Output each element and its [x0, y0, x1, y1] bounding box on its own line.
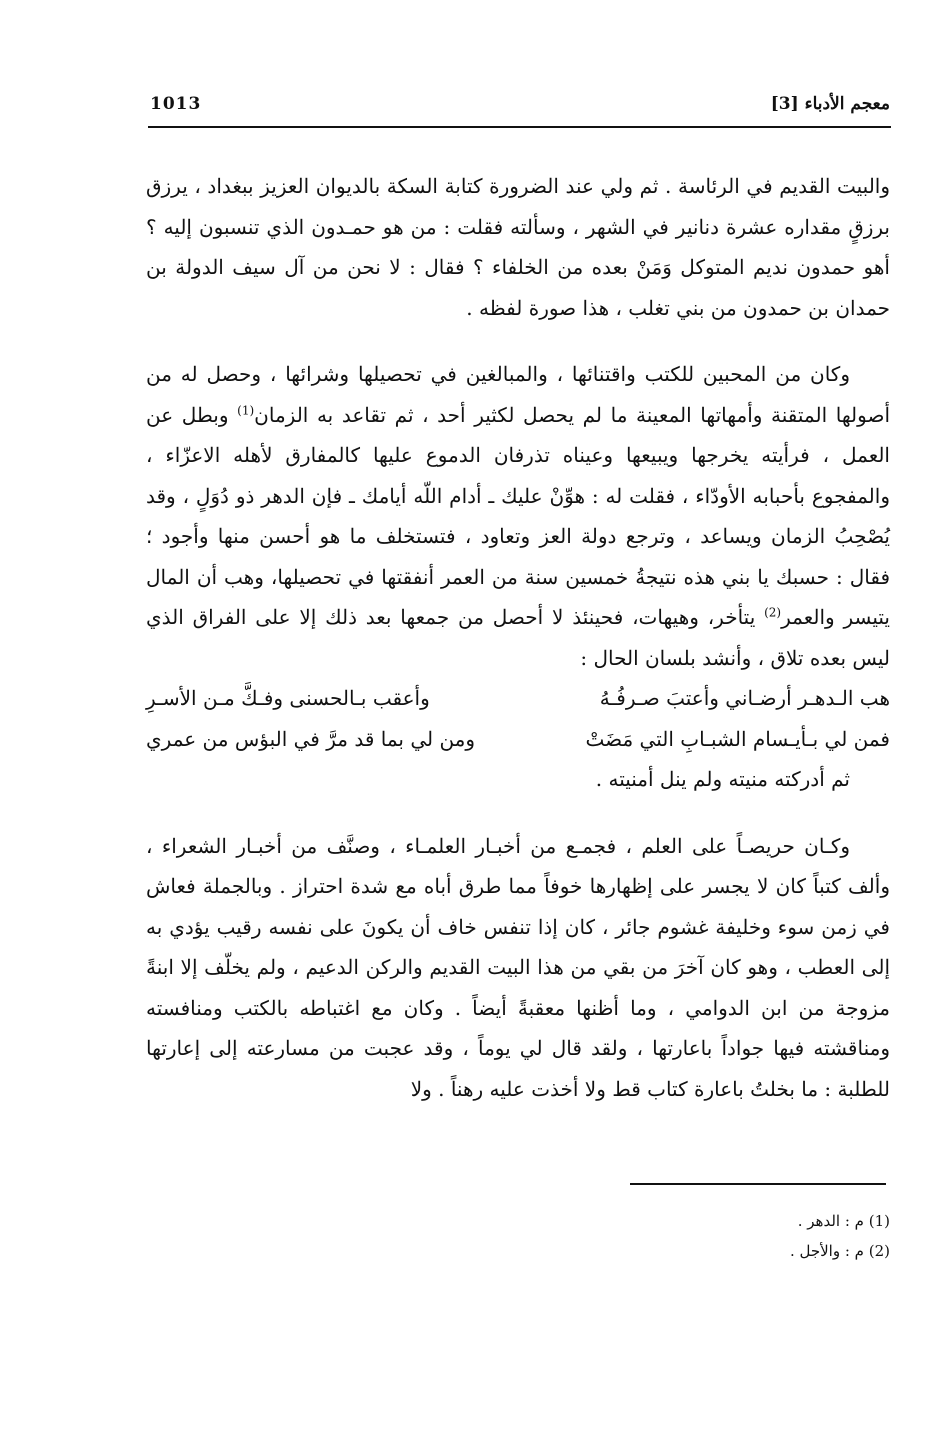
- verse-1-first-hemistich: هب الـدهـر أرضـاني وأعتبَ صـرفُـهُ: [599, 686, 890, 710]
- footnote-1-text: م : الدهر .: [797, 1212, 864, 1230]
- paragraph-2-part-c: يتأخر، وهيهات، فحينئذ لا أحصل من جمعها بعد ذلك إلا على الفراق الذي ليس بعده تلاق ، وأنشد بلسان الحال :: [146, 605, 890, 670]
- page-number: 1013: [150, 94, 202, 114]
- footnote-2-number: (2): [868, 1242, 890, 1260]
- footnote-2-text: م : والأجل .: [789, 1242, 864, 1260]
- footnote-marker-2: (2): [764, 605, 782, 620]
- header-rule: [148, 126, 891, 128]
- paragraph-1: والبيت القديم في الرئاسة . ثم ولي عند الضرورة كتابة السكة بالديوان العزيز ببغداد ، يرزق برزقٍ مقداره عشرة دنانير في الشهر ، وسألته فقلت : من هو حمـدون الذي تنسبون إليه ؟ أهو حمدون نديم المتوكل وَمَنْ بعده من الخلفاء ؟ فقال : لا نحن من آل سيف الدولة بن حمدان بن حمدون من بني تغلب ، هذا صورة لفظه .: [146, 174, 890, 320]
- verse-2-second-hemistich: ومن لي بما قد مرَّ في البؤس من عمري: [146, 726, 476, 751]
- page-header: [150, 92, 890, 122]
- main-text: [146, 166, 890, 1109]
- footnote-1-number: (1): [868, 1212, 890, 1230]
- footnotes: [500, 1206, 890, 1266]
- paragraph-2: [146, 354, 890, 678]
- paragraph-2-part-b: وبطل عن العمل ، فرأيته يخرجها ويبيعها وعيناه تذرفان الدموع عليها كالمفارق لأهله الاعزّاء ، والمفجوع بأحبابه الأودّاء ، فقلت له : هوِّنْ عليك ـ أدام اللّه أيامك ـ فإن الدهر ذو دُوَلٍ ، وقد يُصْحِبُ الزمان ويساعد ، وترجع دولة العز وتعاود ، فتستخلف ما هو أحسن منها وأجود ؛ فقال : حسبك يا بني هذه نتيجةُ خمسين سنة من العمر أنفقتها في تحصيلها، وهب أن المال يتيسر والعمر: [146, 402, 890, 629]
- running-title: معجم الأدباء [3]: [770, 94, 890, 114]
- paragraph-3: ثم أدركته منيته ولم ينل أمنيته .: [595, 767, 850, 791]
- footnote-marker-1: (1): [237, 402, 255, 417]
- paragraph-2-part-a: وكان من المحبين للكتب واقتنائها ، والمبالغين في تحصيلها وشرائها ، وحصل له من أصولها المتقنة وأمهاتها المعينة ما لم يحصل لكثير أحد ، ثم تقاعد به الزمان: [146, 362, 891, 427]
- verse-line-1: [146, 678, 890, 719]
- verse-line-2: [146, 719, 890, 760]
- verse-2-first-hemistich: فمن لي بـأيـسام الشبـابِ التي مَضَتْ: [585, 726, 890, 751]
- footnote-2: [500, 1236, 890, 1266]
- footnote-rule: [630, 1183, 886, 1185]
- verse-1-second-hemistich: وأعقب بـالحسنى وفـكَّ مـن الأسـرِ: [146, 686, 430, 710]
- footnote-1: [500, 1206, 890, 1236]
- paragraph-4: وكـان حريصـاً على العلم ، فجمـع من أخبـار العلمـاء ، وصنَّف من أخبـار الشعراء ، وألف كتباً كان لا يجسر على إظهارها خوفاً مما طرق أباه مع شدة احتراز . وبالجملة فعاش في زمن سوء وخليفة غشوم جائر ، كان إذا تنفس خاف أن يكونَ على نفسه رقيب يؤدي به إلى العطب ، وهو كان آخرَ من بقي من هذا البيت القديم والركن الدعيم ، ولم يخلّف إلا ابنةً مزوجة من ابن الدوامي ، وما أظنها معقبةً أيضاً . وكان مع اغتباطه بالكتب ومنافسته ومناقشته فيها جواداً باعارتها ، ولقد قال لي يوماً ، وقد عجبت من مسارعته إلى إعارتها للطلبة : ما بخلتُ باعارة كتاب قط ولا أخذت عليه رهناً . ولا: [146, 833, 890, 1101]
